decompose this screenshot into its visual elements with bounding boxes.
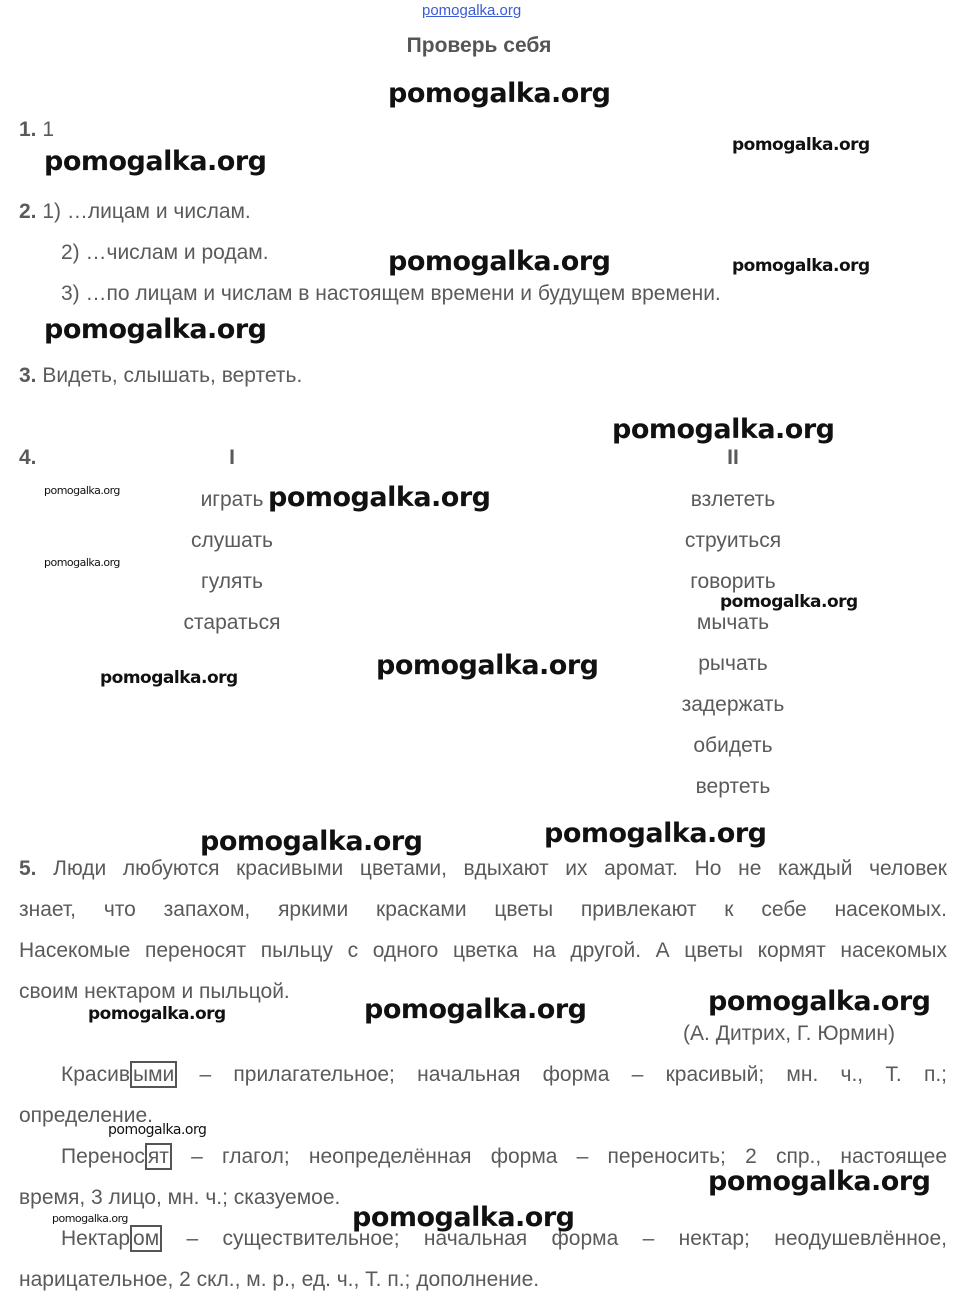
analysis-text: нарицательное, 2 скл., м. р., ед. ч., Т. п.; дополнение. (19, 1268, 540, 1291)
analysis-text: – глагол; неопределённая форма – переносить; 2 спр., настоящее (171, 1145, 947, 1168)
watermark: pomogalka.org (364, 994, 587, 1025)
analysis-text: время, 3 лицо, мн. ч.; сказуемое. (19, 1186, 341, 1209)
column-2-word: обидеть (693, 734, 773, 757)
text-author: (А. Дитрих, Г. Юрмин) (683, 1022, 895, 1045)
task-5-number: 5. (19, 857, 37, 880)
analysis-text: – существительное; начальная форма – нектар; неодушевлённое, (162, 1227, 947, 1250)
column-2-word: говорить (690, 570, 776, 593)
column-2-word: вертеть (695, 775, 771, 798)
analysis-text: – прилагательное; начальная форма – красивый; мн. ч., Т. п.; (177, 1063, 947, 1086)
analysis-word-stem: Нектар (61, 1227, 131, 1250)
ending-box: ят (145, 1143, 172, 1170)
ending-box: ом (130, 1225, 162, 1252)
task-3-answer: Видеть, слышать, вертеть. (42, 364, 303, 387)
analysis-word-stem: Перенос (61, 1145, 145, 1168)
column-2-word: рычать (698, 652, 768, 675)
top-watermark-link[interactable]: pomogalka.org (422, 2, 522, 19)
watermark: pomogalka.org (708, 986, 931, 1017)
task-1-number: 1. (19, 118, 37, 141)
watermark: pomogalka.org (388, 78, 611, 109)
column-2-word: взлететь (690, 488, 776, 511)
task-1-answer: 1 (42, 118, 55, 141)
watermark: pomogalka.org (720, 592, 858, 612)
column-2-word: струиться (684, 529, 782, 552)
column-1-word: играть (200, 488, 264, 511)
watermark: pomogalka.org (88, 1004, 226, 1024)
watermark: pomogalka.org (44, 556, 120, 569)
watermark: pomogalka.org (708, 1166, 931, 1197)
column-1-word: гулять (201, 570, 263, 593)
column-2-word: мычать (696, 611, 770, 634)
watermark: pomogalka.org (200, 826, 423, 857)
page-title: Проверь себя (406, 34, 552, 57)
task-2 (19, 200, 251, 224)
watermark: pomogalka.org (268, 482, 491, 513)
column-1-word: слушать (191, 529, 273, 552)
column-2-header: II (727, 446, 739, 469)
watermark: pomogalka.org (44, 484, 120, 497)
task-3 (19, 364, 302, 388)
watermark: pomogalka.org (388, 246, 611, 277)
watermark: pomogalka.org (732, 135, 870, 155)
task-1 (19, 118, 54, 142)
ending-box: ыми (130, 1061, 177, 1088)
task-2-number: 2. (19, 200, 37, 223)
watermark: pomogalka.org (612, 414, 835, 445)
task-2-item-2: 2) …числам и родам. (61, 241, 269, 264)
watermark: pomogalka.org (44, 314, 267, 345)
watermark: pomogalka.org (44, 146, 267, 177)
watermark: pomogalka.org (52, 1212, 128, 1225)
task-5-line: своим нектаром и пыльцой. (19, 980, 290, 1003)
watermark: pomogalka.org (732, 256, 870, 276)
column-1-header: I (229, 446, 235, 469)
analysis-text: определение. (19, 1104, 153, 1127)
watermark: pomogalka.org (352, 1202, 575, 1233)
analysis-word-stem: Красив (61, 1063, 130, 1086)
task-3-number: 3. (19, 364, 37, 387)
watermark: pomogalka.org (376, 650, 599, 681)
watermark: pomogalka.org (108, 1122, 207, 1138)
task-4-number: 4. (19, 446, 37, 469)
task-5-line: Насекомые переносят пыльцу с одного цветка на другой. А цветы кормят насекомых (19, 939, 947, 962)
watermark: pomogalka.org (100, 668, 238, 688)
column-1-word: стараться (183, 611, 281, 634)
column-2-word: задержать (681, 693, 785, 716)
task-5-line: 5. Люди любуются красивыми цветами, вдыхают их аромат. Но не каждый человек (19, 857, 947, 880)
task-2-item-1: 1) …лицам и числам. (42, 200, 251, 223)
task-5-line: знает, что запахом, яркими красками цветы привлекают к себе насекомых. (19, 898, 947, 921)
task-2-item-3: 3) …по лицам и числам в настоящем времени и будущем времени. (61, 282, 721, 305)
watermark: pomogalka.org (544, 818, 767, 849)
